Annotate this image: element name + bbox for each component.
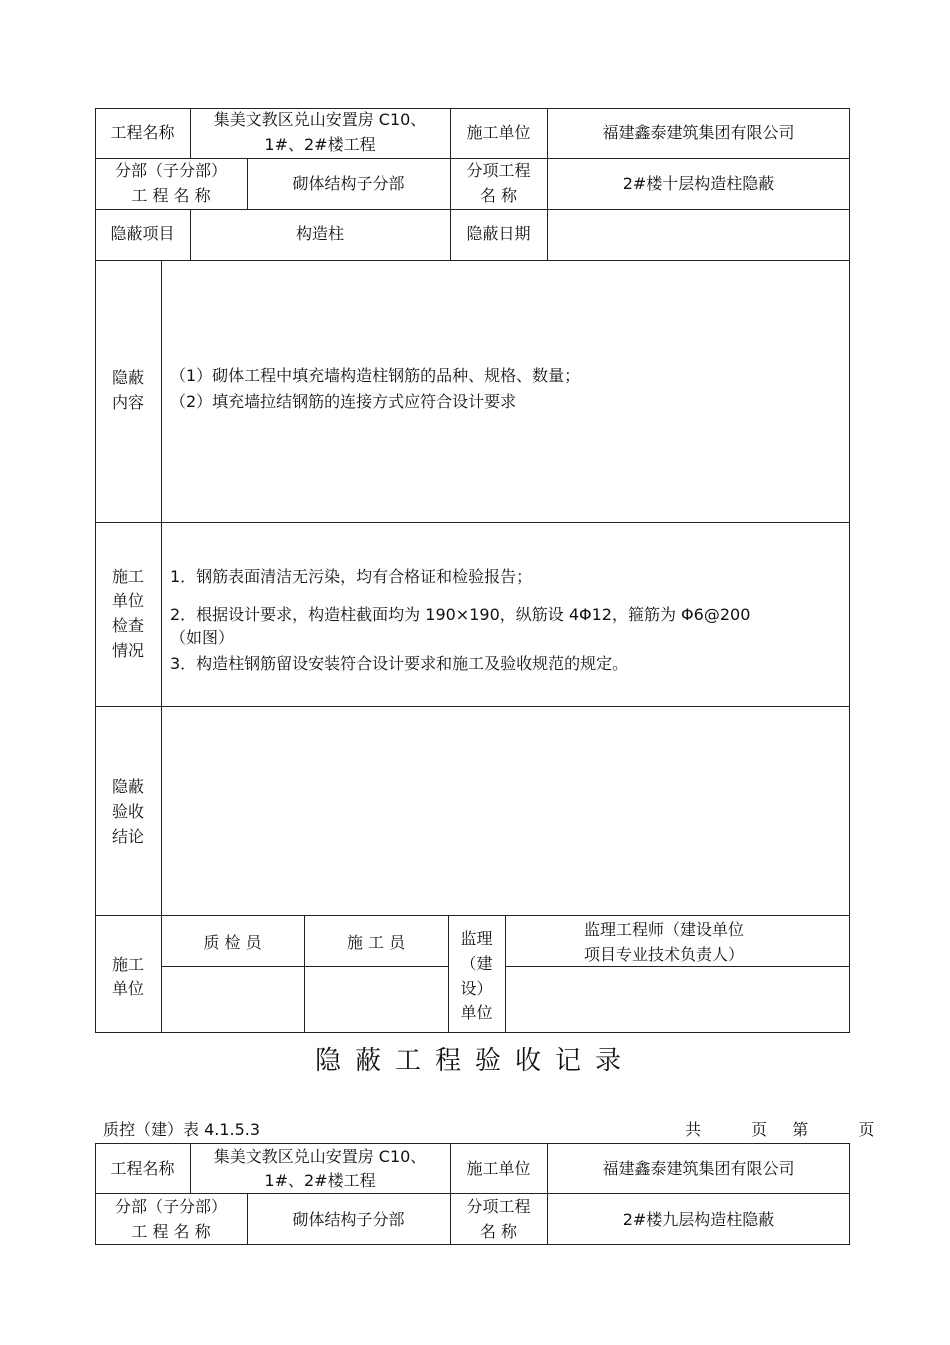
supervision-label: 单位: [460, 1003, 493, 1022]
constructor-label: 施 工 员: [346, 933, 406, 952]
construction-unit-label: 施工单位: [466, 1159, 531, 1178]
form1-row-divider: [95, 260, 850, 261]
hidden-item-value: 构造柱: [295, 224, 344, 243]
quality-inspector-label: 质 检 员: [203, 933, 262, 952]
engineer-label-line2: 项目专业技术负责人）: [584, 945, 745, 964]
project-name-label: 工程名称: [110, 123, 175, 142]
project-name-value-line2: 1#、2#楼工程: [264, 135, 376, 154]
division-label: 分部（子分部）: [114, 1197, 227, 1216]
subitem-label-line2: 名 称: [479, 1222, 518, 1241]
construction-unit-label: 施工单位: [466, 123, 531, 142]
subitem-label-line2: 名 称: [479, 186, 518, 205]
form1-row-divider: [95, 522, 850, 523]
subitem-label: 分项工程: [466, 161, 531, 180]
supervision-label: 设）: [460, 979, 493, 998]
conclusion-label: 结论: [111, 827, 144, 846]
sign-unit-label-line2: 单位: [111, 979, 144, 998]
construction-unit-value: 福建鑫泰建筑集团有限公司: [602, 1159, 795, 1178]
division-value: 砌体结构子分部: [292, 1210, 405, 1229]
subitem-label: 分项工程: [466, 1197, 531, 1216]
form1-col-divider: [161, 260, 162, 1033]
hidden-date-label: 隐蔽日期: [466, 224, 531, 243]
sign-unit-label: 施工: [111, 955, 144, 974]
content-line: （1）砌体工程中填充墙构造柱钢筋的品种、规格、数量；: [170, 366, 581, 385]
form1-row-divider: [95, 209, 850, 210]
subitem-value: 2#楼十层构造柱隐蔽: [622, 174, 775, 193]
check-line: 1．钢筋表面清洁无污染，均有合格证和检验报告；: [170, 567, 533, 586]
hidden-item-label: 隐蔽项目: [110, 224, 175, 243]
form1-row-divider: [95, 706, 850, 707]
division-label: 分部（子分部）: [114, 161, 227, 180]
check-label: 单位: [111, 591, 144, 610]
check-label: 检查: [111, 616, 144, 635]
subitem-value: 2#楼九层构造柱隐蔽: [622, 1210, 775, 1229]
check-line: （如图）: [170, 628, 235, 647]
content-label: 隐蔽: [111, 368, 144, 387]
project-name-value-line2: 1#、2#楼工程: [264, 1171, 376, 1190]
check-label: 施工: [111, 567, 144, 586]
form2-row-divider: [95, 1193, 850, 1194]
check-line: 3．构造柱钢筋留设安装符合设计要求和施工及验收规范的规定。: [170, 654, 629, 673]
conclusion-label: 验收: [111, 802, 144, 821]
project-name-value: 集美文教区兑山安置房 C10、: [213, 110, 427, 129]
division-label-line2: 工 程 名 称: [131, 186, 211, 205]
construction-unit-value: 福建鑫泰建筑集团有限公司: [602, 123, 795, 142]
conclusion-label: 隐蔽: [111, 777, 144, 796]
check-label: 情况: [111, 641, 144, 660]
division-label-line2: 工 程 名 称: [131, 1222, 211, 1241]
form-code: 质控（建）表 4.1.5.3: [103, 1120, 261, 1139]
supervision-label: （建: [460, 954, 493, 973]
content-label-line2: 内容: [111, 393, 144, 412]
project-name-label: 工程名称: [110, 1159, 175, 1178]
form1-row-divider: [95, 915, 850, 916]
division-value: 砌体结构子分部: [292, 174, 405, 193]
project-name-value: 集美文教区兑山安置房 C10、: [213, 1147, 427, 1166]
document-title: 隐蔽工程验收记录: [314, 1046, 635, 1076]
check-line: 2．根据设计要求，构造柱截面均为 190×190，纵筋设 4Φ12，箍筋为 Φ6@200: [170, 605, 751, 624]
content-line: （2）填充墙拉结钢筋的连接方式应符合设计要求: [170, 392, 517, 411]
engineer-label: 监理工程师（建设单位: [584, 920, 745, 939]
supervision-label: 监理: [460, 929, 493, 948]
form1-col-divider: [505, 915, 506, 1033]
page-info: 共 页 第 页: [685, 1120, 875, 1139]
